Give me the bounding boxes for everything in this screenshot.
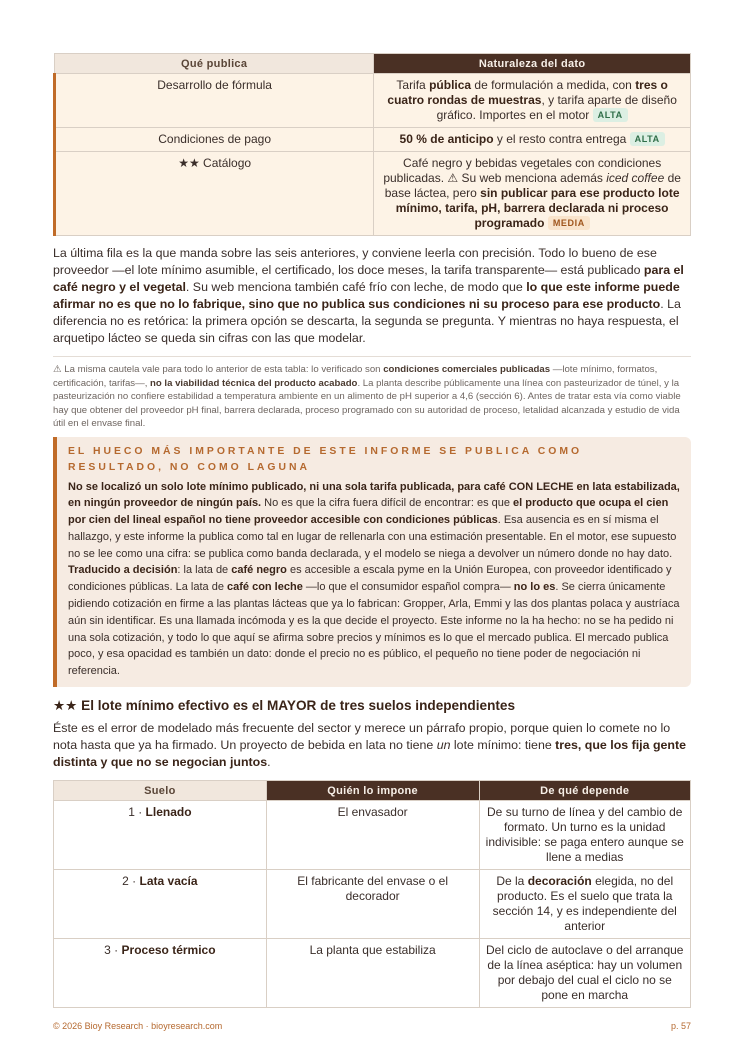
row-label: Desarrollo de fórmula <box>55 74 374 128</box>
imposer-cell: El fabricante del envase o el decorador <box>266 870 479 939</box>
table-row <box>54 870 691 939</box>
footer-copyright: © 2026 Bioy Research · bioyresearch.com <box>53 1021 223 1031</box>
confidence-badge: ALTA <box>630 132 665 146</box>
intro-paragraph: Éste es el error de modelado más frecuente del sector y merece un párrafo propio, porque quien lo comete no lo nota hasta que ya ha firmado. Un proyecto de bebida en lata no tiene un lote mínimo: tiene tres, que los fija gente distinta y que no se negocian juntos. <box>53 721 686 770</box>
publication-table <box>53 53 691 236</box>
table-header-row <box>55 54 691 74</box>
header-depende: De qué depende <box>479 781 691 801</box>
floor-number: 2 · <box>122 874 140 889</box>
floor-cell <box>54 801 267 870</box>
table-row <box>55 128 691 152</box>
confidence-badge: MEDIA <box>548 216 590 230</box>
key-finding-callout <box>53 437 691 688</box>
analysis-paragraph: La última fila es la que manda sobre las seis anteriores, y conviene leerla con precisión. Todo lo bueno de ese proveedor —el lote mínimo asumible, el certificado, los doce meses, la tarifa transparente— está publicado para el café negro y el vegetal. Su web menciona también café frío con leche, de modo que lo que este informe puede afirmar no es que no lo fabrique, sino que no publica sus condiciones ni su proceso para ese producto. La diferencia no es retórica: la primera opción se descarta, la segunda se pregunta. Y mientras no haya respuesta, el arquetipo lácteo se queda sin cifras con las que modelar. <box>53 246 684 345</box>
floor-cell <box>54 939 267 1008</box>
header-quien: Quién lo impone <box>266 781 479 801</box>
row-label: Condiciones de pago <box>55 128 374 152</box>
caution-note: ⚠ La misma cautela vale para todo lo anterior de esta tabla: lo verificado son condiciones comerciales publicadas —lote mínimo, formatos, certificación, tarifas—, no la viabilidad técnica del producto acabado. La planta describe públicamente una línea con pasteurizador de túnel, y la pasteurización no confiere estabilidad a temperatura ambiente en un alimento de pH superior a 4,6 (sección 6). Antes de tratar esta vía como viable hay que obtener del proveedor pH final, barrera declarada, proceso programado con su autoridad de proceso, letalidad alcanzada y estudio de vida útil en el envase final. <box>53 356 691 431</box>
row-label: ★★ Catálogo <box>55 152 374 236</box>
imposer-cell: El envasador <box>266 801 479 870</box>
table-row <box>54 801 691 870</box>
floors-table <box>53 780 691 1008</box>
floor-cell <box>54 870 267 939</box>
row-value: Café negro y bebidas vegetales con condiciones publicadas. ⚠ Su web menciona además iced coffee de base láctea, pero sin publicar para ese producto lote mínimo, tarifa, pH, barrera declarada ni proceso programado MEDIA <box>374 152 691 236</box>
row-value: 50 % de anticipo y el resto contra entrega ALTA <box>374 128 691 152</box>
callout-title: EL HUECO MÁS IMPORTANTE DE ESTE INFORME SE PUBLICA COMO RESULTADO, NO COMO LAGUNA <box>68 445 583 473</box>
table-header-row <box>54 781 691 801</box>
page-content <box>53 53 691 1008</box>
header-naturaleza: Naturaleza del dato <box>374 54 691 74</box>
floor-name: Proceso térmico <box>121 943 216 958</box>
imposer-cell: La planta que estabiliza <box>266 939 479 1008</box>
dependency-cell: Del ciclo de autoclave o del arranque de la línea aséptica: hay un volumen por debajo del cual el ciclo no se pone en marcha <box>479 939 691 1008</box>
page-number: p. 57 <box>670 1021 691 1031</box>
floor-name: Llenado <box>145 805 192 820</box>
dependency-cell: De su turno de línea y del cambio de formato. Un turno es la unidad indivisible: se paga entero aunque se llene a medias <box>479 801 691 870</box>
callout-body: No se localizó un solo lote mínimo publicado, ni una sola tarifa publicada, para café CON LECHE en lata estabilizada, en ningún proveedor de ningún país. No es que la cifra fuera difícil de encontrar: es que el producto que ocupa el cien por cien del lineal español no tiene proveedor accesible con condiciones públicas. Esa ausencia es en sí misma el hallazgo, y este informe la publica como tal en lugar de rellenarla con una estimación presentable. En el motor, ese supuesto no se lee como una cifra: se publica como banda declarada, y el modelo se niega a devolver un número donde no hay dato. Traducido a decisión: la lata de café negro es accesible a escala pyme en la Unión Europea, con proveedor identificado y condiciones públicas. La lata de café con leche —lo que el consumidor español compra— no lo es. Se cierra únicamente pidiendo cotización en firme a las plantas lácteas que ya lo fabrican: Gropper, Arla, Emmi y las dos plantas polaca y austríaca aún sin identificar. Es una llamada incómoda y es la que decide el proyecto. Este informe no la ha hecho: no se ha pedido ni una sola cotización, y todo lo que aquí se afirma sobre precios y mínimos es lo que el mercado publica. El mercado publica poco, y esa opacidad es también un dato: donde el precio no es público, el pequeño no tiene poder de negociación ni referencia. <box>68 480 680 678</box>
floor-number: 3 · <box>104 943 122 958</box>
table-row <box>55 152 691 236</box>
header-que-publica: Qué publica <box>55 54 374 74</box>
table-row <box>55 74 691 128</box>
header-suelo: Suelo <box>54 781 267 801</box>
dependency-cell: De la decoración elegida, no del producto. Es el suelo que trata la sección 14, y es independiente del anterior <box>479 870 691 939</box>
table-row <box>54 939 691 1008</box>
floor-number: 1 · <box>128 805 146 820</box>
floor-name: Lata vacía <box>139 874 198 889</box>
confidence-badge: ALTA <box>593 108 628 122</box>
row-value: Tarifa pública de formulación a medida, con tres o cuatro rondas de muestras, y tarifa aparte de diseño gráfico. Importes en el motor ALTA <box>374 74 691 128</box>
page-footer <box>53 1021 691 1031</box>
section-heading: ★★ El lote mínimo efectivo es el MAYOR de tres suelos independientes <box>53 698 516 714</box>
